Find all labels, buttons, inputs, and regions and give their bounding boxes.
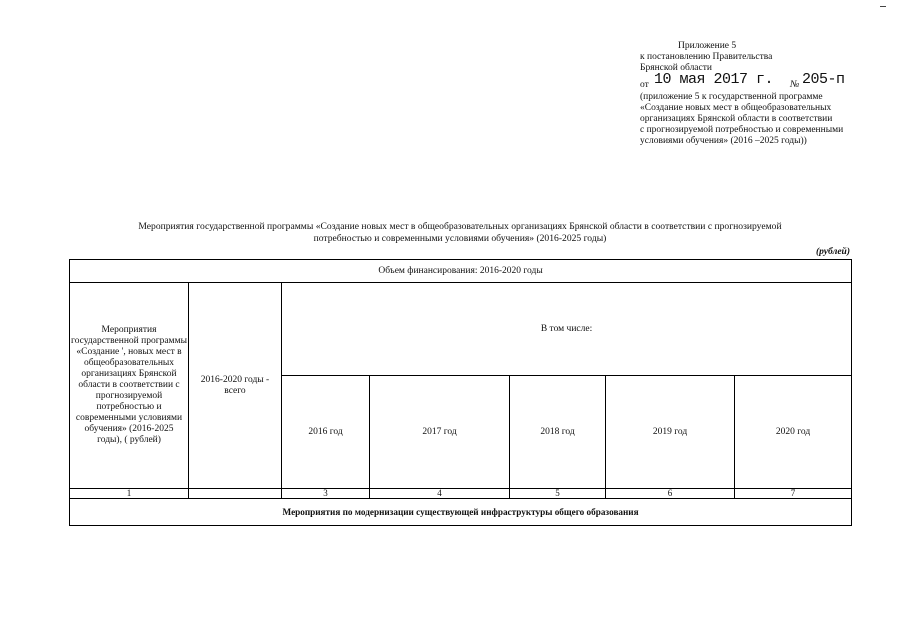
section-row-cell: Мероприятия по модернизации существующей инфраструктуры общего образования [70, 499, 852, 526]
note-line: с прогнозируемой потребностью и современными [640, 125, 844, 135]
appendix-title: Приложение 5 [678, 41, 737, 51]
region-line: Брянской области [640, 63, 712, 73]
column-number-cell: 4 [370, 489, 510, 499]
number-prefix: № [790, 79, 800, 90]
note-line: «Создание новых мест в общеобразовательных [640, 103, 832, 113]
column-number-cell: 5 [510, 489, 606, 499]
date-prefix: от [640, 80, 649, 90]
column-number-cell: 7 [735, 489, 852, 499]
scan-mark [880, 6, 886, 7]
resolution-line: к постановлению Правительства [640, 52, 773, 62]
note-line: условиями обучения» (2016 –2025 годы)) [640, 136, 807, 146]
number-stamp: 205-п [802, 71, 845, 88]
date-number-row [640, 71, 890, 92]
column-number-cell: 6 [606, 489, 735, 499]
document-title-line2: потребностью и современными условиями обучения» (2016-2025 годы) [313, 233, 607, 244]
year-header-cell: 2017 год [370, 376, 510, 489]
total-header-cell: 2016-2020 годы - всего [189, 283, 282, 489]
measures-header-cell: Мероприятия государственной программы «Создание ', новых мест в общеобразовательных организациях Брянской области в соответствии с прогнозируемой потребностью и современными условиями обучения» (2016-2025 годы), ( рублей) [70, 283, 189, 489]
column-number-cell: 1 [70, 489, 189, 499]
column-number-cell [189, 489, 282, 499]
document-title [70, 221, 850, 245]
including-header-cell: В том числе: [282, 283, 852, 376]
finance-header-cell: Объем финансирования: 2016-2020 годы [70, 260, 852, 283]
note-line: организациях Брянской области в соответствии [640, 114, 833, 124]
year-header-cell: 2019 год [606, 376, 735, 489]
year-header-cell: 2018 год [510, 376, 606, 489]
appendix-header [640, 41, 890, 147]
year-header-cell: 2020 год [735, 376, 852, 489]
document-title-line1: Мероприятия государственной программы «Создание новых мест в общеобразовательных организациях Брянской области в соответствии с прогнозируемой [138, 221, 782, 232]
date-stamp: 10 мая 2017 г. [654, 71, 774, 88]
column-number-cell: 3 [282, 489, 370, 499]
note-line: (приложение 5 к государственной программе [640, 92, 823, 102]
financing-table [69, 259, 852, 526]
year-header-cell: 2016 год [282, 376, 370, 489]
units-label: (рублей) [815, 247, 850, 257]
